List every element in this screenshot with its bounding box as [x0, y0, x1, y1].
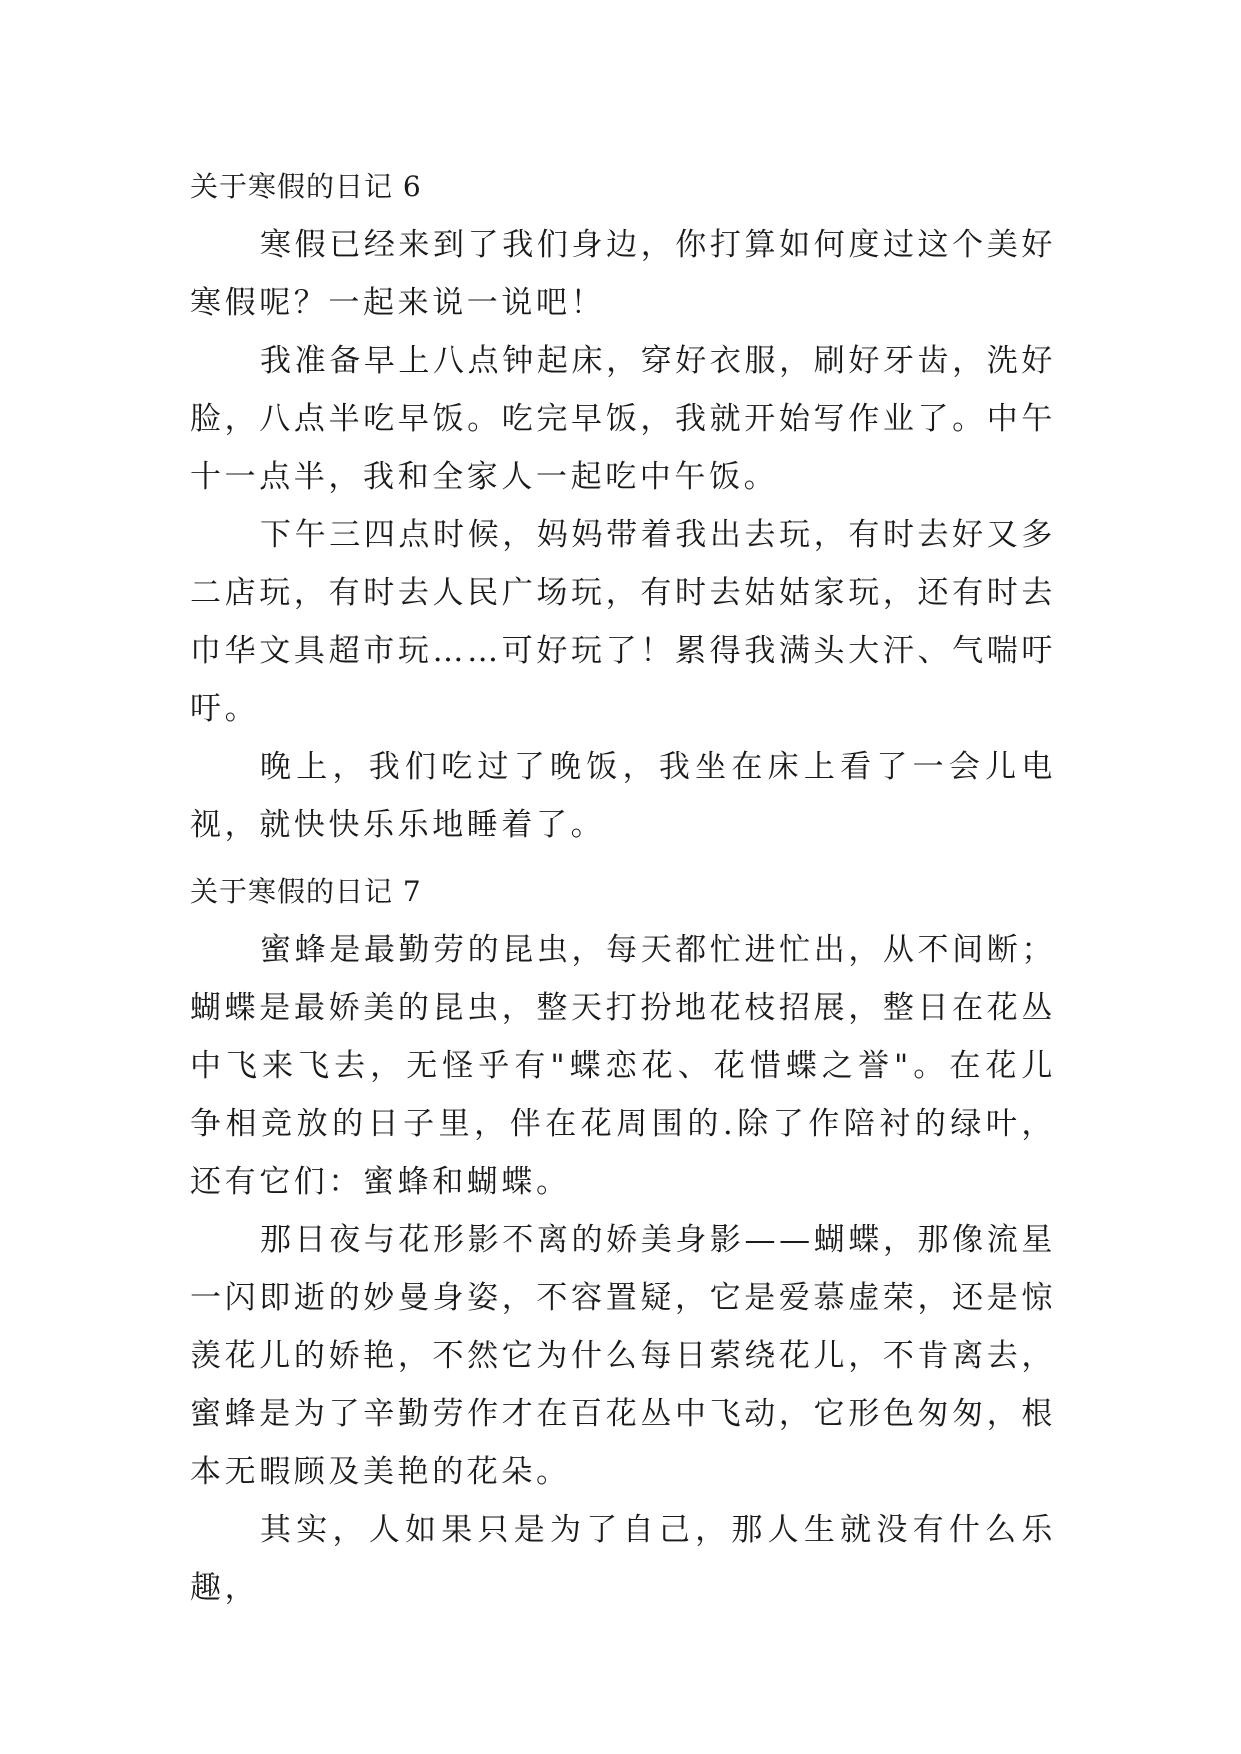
paragraph: 寒假已经来到了我们身边，你打算如何度过这个美好寒假呢？一起来说一说吧！	[190, 227, 1056, 321]
diary-entry-7	[190, 863, 1056, 1617]
paragraph: 晚上，我们吃过了晚饭，我坐在床上看了一会儿电视，就快快乐乐地睡着了。	[190, 749, 1056, 843]
paragraph: 下午三四点时候，妈妈带着我出去玩，有时去好又多二店玩，有时去人民广场玩，有时去姑姑家玩，还有时去巾华文具超市玩……可好玩了！累得我满头大汗、气喘吁吁。	[190, 517, 1056, 727]
entry-heading: 关于寒假的日记 7	[190, 875, 422, 908]
entry-heading: 关于寒假的日记 6	[190, 170, 422, 203]
paragraph: 那日夜与花形影不离的娇美身影——蝴蝶，那像流星一闪即逝的妙曼身姿，不容置疑，它是爱慕虚荣，还是惊羡花儿的娇艳，不然它为什么每日萦绕花儿，不肯离去，蜜蜂是为了辛勤劳作才在百花丛中飞动，它形色匆匆，根本无暇顾及美艳的花朵。	[190, 1222, 1056, 1490]
paragraph: 其实，人如果只是为了自己，那人生就没有什么乐趣，	[190, 1512, 1056, 1606]
paragraph: 蜜蜂是最勤劳的昆虫，每天都忙进忙出，从不间断；蝴蝶是最娇美的昆虫，整天打扮地花枝招展，整日在花丛中飞来飞去，无怪乎有"蝶恋花、花惜蝶之誉"。在花儿争相竞放的日子里，伴在花周围的.除了作陪衬的绿叶，还有它们：蜜蜂和蝴蝶。	[190, 932, 1056, 1200]
diary-entry-6	[190, 158, 1056, 854]
paragraph: 我准备早上八点钟起床，穿好衣服，刷好牙齿，洗好脸，八点半吃早饭。吃完早饭，我就开始写作业了。中午十一点半，我和全家人一起吃中午饭。	[190, 343, 1056, 495]
